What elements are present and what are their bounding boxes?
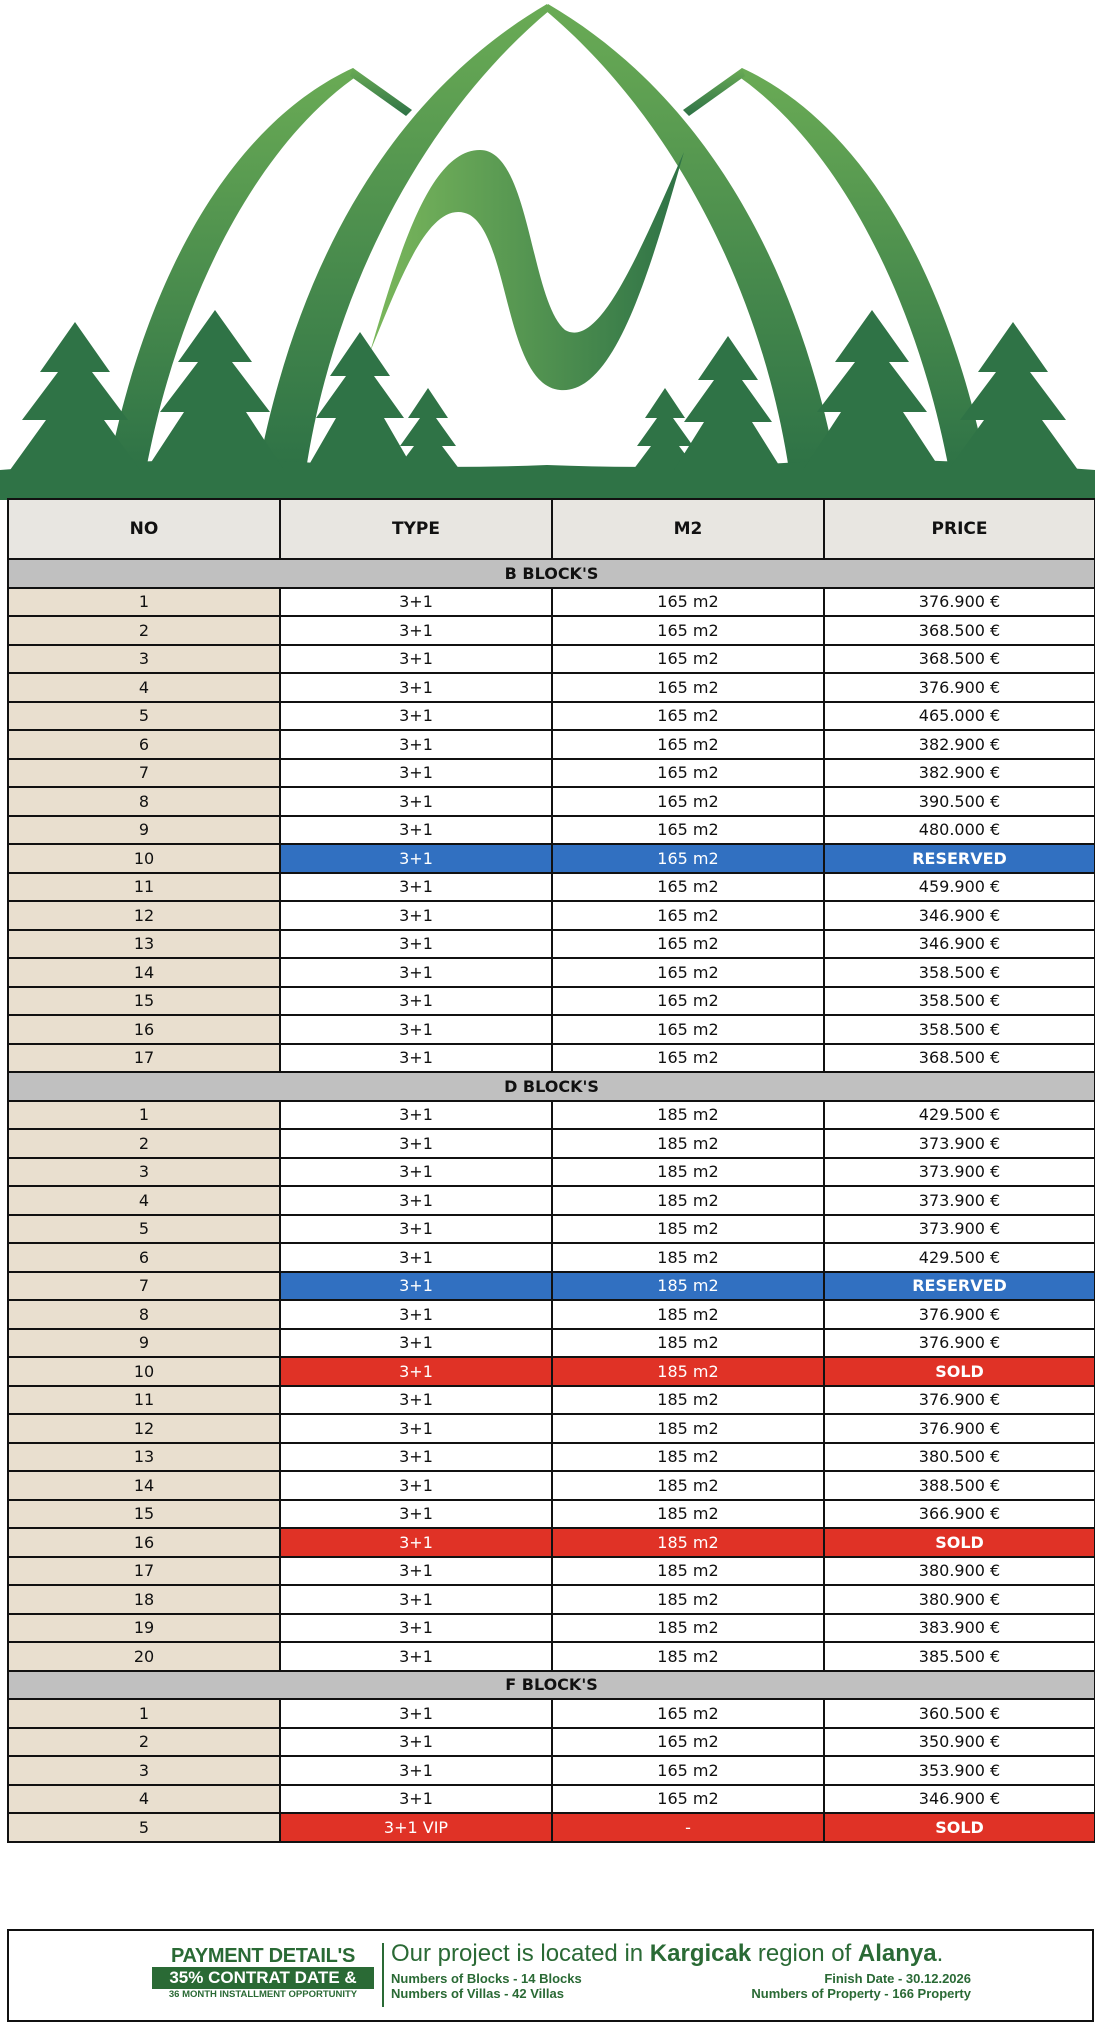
unit-area: 165 m2	[552, 787, 824, 816]
unit-number: 12	[8, 901, 280, 930]
unit-area: 185 m2	[552, 1329, 824, 1358]
unit-price: 459.900 €	[824, 873, 1095, 902]
header-price: PRICE	[824, 499, 1095, 559]
unit-number: 16	[8, 1015, 280, 1044]
table-row	[8, 1414, 1095, 1443]
unit-price: 346.900 €	[824, 930, 1095, 959]
location-prefix: Our project is located in	[391, 1940, 650, 1967]
footer-banner	[7, 1929, 1094, 2022]
header-m2: M2	[552, 499, 824, 559]
table-row	[8, 1044, 1095, 1073]
unit-area: 185 m2	[552, 1614, 824, 1643]
unit-area: 165 m2	[552, 1728, 824, 1757]
unit-price: RESERVED	[824, 844, 1095, 873]
section-row	[8, 559, 1095, 588]
payment-title: PAYMENT DETAIL'S	[170, 1945, 356, 1967]
unit-number: 11	[8, 1386, 280, 1415]
unit-number: 3	[8, 1158, 280, 1187]
table-row	[8, 616, 1095, 645]
table-row	[8, 844, 1095, 873]
location-region: Kargicak	[649, 1940, 752, 1967]
unit-price: 350.900 €	[824, 1728, 1095, 1757]
unit-price: SOLD	[824, 1357, 1095, 1386]
unit-area: 185 m2	[552, 1129, 824, 1158]
unit-type: 3+1	[280, 1101, 552, 1130]
unit-number: 13	[8, 1443, 280, 1472]
unit-area: 185 m2	[552, 1272, 824, 1301]
unit-price: RESERVED	[824, 1272, 1095, 1301]
unit-area: 165 m2	[552, 930, 824, 959]
table-row	[8, 1642, 1095, 1671]
unit-area: 185 m2	[552, 1215, 824, 1244]
unit-price: 383.900 €	[824, 1614, 1095, 1643]
blocks-count: Numbers of Blocks - 14 Blocks	[391, 1971, 582, 1986]
unit-number: 19	[8, 1614, 280, 1643]
table-row	[8, 1329, 1095, 1358]
table-row	[8, 1699, 1095, 1728]
unit-price: 373.900 €	[824, 1186, 1095, 1215]
unit-type: 3+1	[280, 730, 552, 759]
unit-type: 3+1	[280, 816, 552, 845]
location-line	[391, 1939, 971, 1969]
unit-area: 185 m2	[552, 1158, 824, 1187]
unit-number: 14	[8, 1471, 280, 1500]
footer-divider	[382, 1943, 384, 2007]
unit-number: 2	[8, 1728, 280, 1757]
unit-area: 165 m2	[552, 816, 824, 845]
table-row	[8, 816, 1095, 845]
unit-number: 1	[8, 1699, 280, 1728]
unit-price: 346.900 €	[824, 1785, 1095, 1814]
unit-price: 373.900 €	[824, 1158, 1095, 1187]
unit-type: 3+1	[280, 1443, 552, 1472]
header-type: TYPE	[280, 499, 552, 559]
unit-type: 3+1	[280, 1557, 552, 1586]
unit-area: 165 m2	[552, 759, 824, 788]
unit-type: 3+1	[280, 901, 552, 930]
table-row	[8, 702, 1095, 731]
unit-area: 165 m2	[552, 987, 824, 1016]
unit-type: 3+1	[280, 1329, 552, 1358]
unit-type: 3+1	[280, 1528, 552, 1557]
unit-price: 360.500 €	[824, 1699, 1095, 1728]
unit-area: 165 m2	[552, 702, 824, 731]
unit-type: 3+1	[280, 702, 552, 731]
section-title: D BLOCK'S	[8, 1072, 1095, 1101]
location-middle: region of	[751, 1940, 858, 1967]
unit-price: 380.900 €	[824, 1585, 1095, 1614]
unit-type: 3+1 VIP	[280, 1813, 552, 1842]
property-count: Numbers of Property - 166 Property	[751, 1986, 971, 2001]
unit-number: 4	[8, 1785, 280, 1814]
unit-number: 4	[8, 1186, 280, 1215]
villas-count: Numbers of Villas - 42 Villas	[391, 1986, 564, 2001]
header-row	[8, 499, 1095, 559]
unit-area: 185 m2	[552, 1642, 824, 1671]
location-city: Alanya	[857, 1940, 937, 1967]
unit-price: 380.900 €	[824, 1557, 1095, 1586]
table-row	[8, 1300, 1095, 1329]
unit-type: 3+1	[280, 1614, 552, 1643]
unit-number: 4	[8, 673, 280, 702]
table-row	[8, 1557, 1095, 1586]
unit-type: 3+1	[280, 1357, 552, 1386]
unit-type: 3+1	[280, 1129, 552, 1158]
mountain-forest-logo	[0, 0, 1095, 500]
location-info	[391, 1939, 971, 2001]
unit-type: 3+1	[280, 1642, 552, 1671]
unit-number: 15	[8, 1500, 280, 1529]
unit-price: 373.900 €	[824, 1129, 1095, 1158]
unit-type: 3+1	[280, 1386, 552, 1415]
project-facts	[391, 1971, 971, 2001]
payment-detail	[152, 1945, 374, 2001]
unit-number: 18	[8, 1585, 280, 1614]
unit-area: 165 m2	[552, 1785, 824, 1814]
unit-number: 9	[8, 816, 280, 845]
table-row	[8, 1243, 1095, 1272]
unit-price: 388.500 €	[824, 1471, 1095, 1500]
unit-area: 185 m2	[552, 1357, 824, 1386]
unit-area: 185 m2	[552, 1443, 824, 1472]
unit-number: 12	[8, 1414, 280, 1443]
table-row	[8, 1215, 1095, 1244]
unit-price: 376.900 €	[824, 1329, 1095, 1358]
unit-number: 2	[8, 616, 280, 645]
unit-area: 165 m2	[552, 616, 824, 645]
unit-type: 3+1	[280, 1272, 552, 1301]
unit-number: 11	[8, 873, 280, 902]
table-row	[8, 987, 1095, 1016]
unit-number: 1	[8, 588, 280, 617]
unit-number: 10	[8, 1357, 280, 1386]
unit-type: 3+1	[280, 1414, 552, 1443]
unit-area: 165 m2	[552, 673, 824, 702]
table-row	[8, 1186, 1095, 1215]
unit-type: 3+1	[280, 1300, 552, 1329]
finish-date: Finish Date - 30.12.2026	[824, 1971, 971, 1986]
unit-price: 358.500 €	[824, 1015, 1095, 1044]
unit-price: 380.500 €	[824, 1443, 1095, 1472]
table-row	[8, 1101, 1095, 1130]
unit-area: 165 m2	[552, 1756, 824, 1785]
section-title: F BLOCK'S	[8, 1671, 1095, 1700]
unit-number: 3	[8, 645, 280, 674]
unit-type: 3+1	[280, 958, 552, 987]
table-row	[8, 958, 1095, 987]
table-row	[8, 1158, 1095, 1187]
unit-type: 3+1	[280, 787, 552, 816]
unit-price: 373.900 €	[824, 1215, 1095, 1244]
header-no: NO	[8, 499, 280, 559]
unit-number: 3	[8, 1756, 280, 1785]
unit-type: 3+1	[280, 588, 552, 617]
unit-type: 3+1	[280, 1158, 552, 1187]
unit-area: 165 m2	[552, 901, 824, 930]
unit-type: 3+1	[280, 759, 552, 788]
n-swoosh	[370, 150, 684, 390]
price-table	[7, 498, 1095, 1843]
table-row	[8, 759, 1095, 788]
unit-price: SOLD	[824, 1528, 1095, 1557]
unit-area: 185 m2	[552, 1386, 824, 1415]
unit-price: 429.500 €	[824, 1101, 1095, 1130]
unit-area: 165 m2	[552, 1015, 824, 1044]
table-row	[8, 930, 1095, 959]
table-row	[8, 645, 1095, 674]
unit-price: 368.500 €	[824, 1044, 1095, 1073]
unit-type: 3+1	[280, 1215, 552, 1244]
unit-price: 376.900 €	[824, 1386, 1095, 1415]
table-row	[8, 1500, 1095, 1529]
payment-subtitle: 36 MONTH INSTALLMENT OPPORTUNITY	[168, 1989, 358, 2000]
table-row	[8, 1585, 1095, 1614]
unit-price: 390.500 €	[824, 787, 1095, 816]
table-row	[8, 787, 1095, 816]
unit-price: 376.900 €	[824, 588, 1095, 617]
unit-type: 3+1	[280, 844, 552, 873]
unit-price: SOLD	[824, 1813, 1095, 1842]
unit-type: 3+1	[280, 1471, 552, 1500]
unit-price: 382.900 €	[824, 759, 1095, 788]
table-row	[8, 1015, 1095, 1044]
section-title: B BLOCK'S	[8, 559, 1095, 588]
unit-number: 15	[8, 987, 280, 1016]
unit-number: 1	[8, 1101, 280, 1130]
unit-type: 3+1	[280, 616, 552, 645]
unit-area: 165 m2	[552, 873, 824, 902]
unit-number: 17	[8, 1044, 280, 1073]
unit-area: 185 m2	[552, 1500, 824, 1529]
location-suffix: .	[936, 1940, 944, 1967]
table-body	[8, 559, 1095, 1842]
table-row	[8, 1756, 1095, 1785]
unit-number: 5	[8, 702, 280, 731]
unit-number: 10	[8, 844, 280, 873]
table-row	[8, 1813, 1095, 1842]
unit-area: 165 m2	[552, 730, 824, 759]
unit-area: 185 m2	[552, 1528, 824, 1557]
unit-number: 2	[8, 1129, 280, 1158]
unit-type: 3+1	[280, 1186, 552, 1215]
unit-price: 376.900 €	[824, 673, 1095, 702]
unit-number: 13	[8, 930, 280, 959]
unit-area: 185 m2	[552, 1186, 824, 1215]
unit-area: 185 m2	[552, 1414, 824, 1443]
unit-type: 3+1	[280, 1243, 552, 1272]
unit-number: 7	[8, 759, 280, 788]
unit-number: 5	[8, 1215, 280, 1244]
unit-price: 480.000 €	[824, 816, 1095, 845]
unit-price: 376.900 €	[824, 1300, 1095, 1329]
unit-type: 3+1	[280, 1699, 552, 1728]
unit-area: 185 m2	[552, 1243, 824, 1272]
unit-price: 465.000 €	[824, 702, 1095, 731]
payment-box: 35% CONTRAT DATE &	[152, 1967, 374, 1989]
table-row	[8, 1728, 1095, 1757]
facts-right	[751, 1971, 971, 2001]
table-row	[8, 588, 1095, 617]
unit-number: 16	[8, 1528, 280, 1557]
unit-area: 165 m2	[552, 645, 824, 674]
table-row	[8, 873, 1095, 902]
table-row	[8, 1357, 1095, 1386]
unit-price: 358.500 €	[824, 987, 1095, 1016]
table-row	[8, 730, 1095, 759]
table-row	[8, 1785, 1095, 1814]
table-row	[8, 1272, 1095, 1301]
unit-area: 185 m2	[552, 1300, 824, 1329]
unit-type: 3+1	[280, 1015, 552, 1044]
unit-number: 6	[8, 1243, 280, 1272]
unit-type: 3+1	[280, 1756, 552, 1785]
table-row	[8, 1129, 1095, 1158]
unit-number: 14	[8, 958, 280, 987]
unit-price: 382.900 €	[824, 730, 1095, 759]
unit-type: 3+1	[280, 1728, 552, 1757]
unit-type: 3+1	[280, 1500, 552, 1529]
unit-price: 366.900 €	[824, 1500, 1095, 1529]
unit-price: 429.500 €	[824, 1243, 1095, 1272]
unit-area: 165 m2	[552, 844, 824, 873]
table-row	[8, 1614, 1095, 1643]
unit-type: 3+1	[280, 873, 552, 902]
unit-number: 6	[8, 730, 280, 759]
unit-area: 185 m2	[552, 1557, 824, 1586]
unit-price: 368.500 €	[824, 645, 1095, 674]
unit-type: 3+1	[280, 1585, 552, 1614]
unit-type: 3+1	[280, 645, 552, 674]
unit-number: 8	[8, 787, 280, 816]
unit-area: -	[552, 1813, 824, 1842]
unit-area: 165 m2	[552, 588, 824, 617]
unit-price: 346.900 €	[824, 901, 1095, 930]
unit-price: 368.500 €	[824, 616, 1095, 645]
unit-area: 185 m2	[552, 1585, 824, 1614]
unit-price: 385.500 €	[824, 1642, 1095, 1671]
unit-area: 165 m2	[552, 958, 824, 987]
unit-number: 20	[8, 1642, 280, 1671]
unit-price: 376.900 €	[824, 1414, 1095, 1443]
unit-number: 5	[8, 1813, 280, 1842]
unit-type: 3+1	[280, 930, 552, 959]
unit-price: 353.900 €	[824, 1756, 1095, 1785]
unit-price: 358.500 €	[824, 958, 1095, 987]
unit-type: 3+1	[280, 673, 552, 702]
table-row	[8, 1471, 1095, 1500]
unit-number: 9	[8, 1329, 280, 1358]
unit-number: 7	[8, 1272, 280, 1301]
unit-area: 185 m2	[552, 1471, 824, 1500]
table-row	[8, 1528, 1095, 1557]
unit-number: 17	[8, 1557, 280, 1586]
facts-left	[391, 1971, 582, 2001]
table-row	[8, 673, 1095, 702]
section-row	[8, 1072, 1095, 1101]
unit-number: 8	[8, 1300, 280, 1329]
table-row	[8, 901, 1095, 930]
unit-type: 3+1	[280, 1044, 552, 1073]
unit-area: 185 m2	[552, 1101, 824, 1130]
section-row	[8, 1671, 1095, 1700]
unit-area: 165 m2	[552, 1044, 824, 1073]
table-row	[8, 1386, 1095, 1415]
unit-type: 3+1	[280, 1785, 552, 1814]
unit-area: 165 m2	[552, 1699, 824, 1728]
unit-type: 3+1	[280, 987, 552, 1016]
table-row	[8, 1443, 1095, 1472]
